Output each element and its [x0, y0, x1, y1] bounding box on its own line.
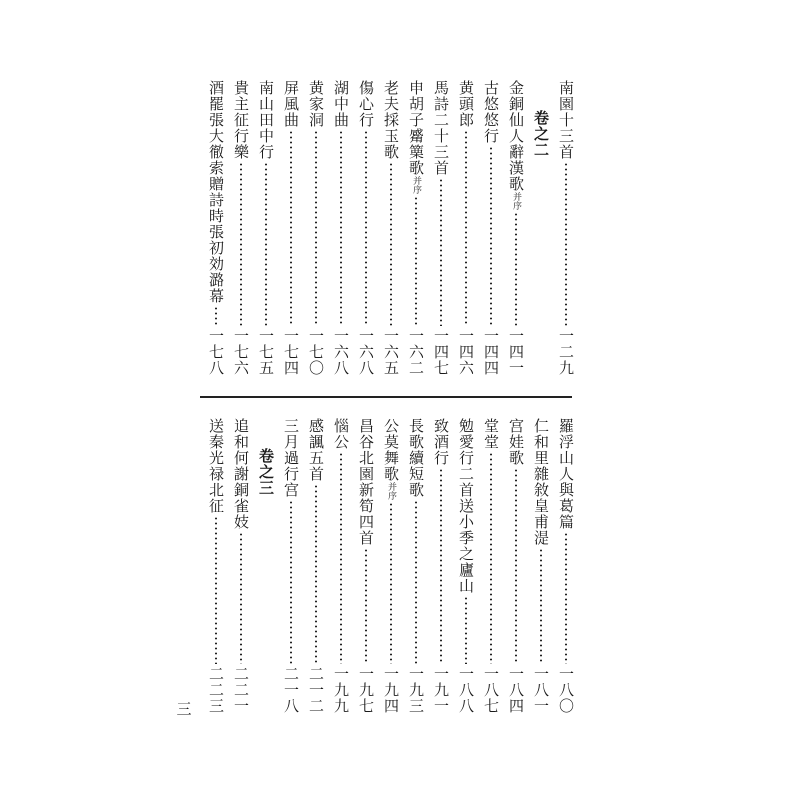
- entry-title: 送秦光禄北征: [207, 418, 225, 514]
- entry-page: 一六二: [407, 328, 425, 376]
- entry-title: 昌谷北園新筍四首: [357, 418, 375, 546]
- dot-leader: [256, 162, 276, 326]
- dot-leader: [481, 146, 501, 326]
- toc-entry: [306, 418, 326, 714]
- dot-leader: [431, 178, 451, 326]
- toc-entry: [431, 418, 451, 714]
- toc-entry: [206, 418, 226, 714]
- section-divider: [200, 396, 572, 398]
- toc-entry: [456, 418, 476, 714]
- folio-page-number: 三: [176, 700, 192, 718]
- dot-leader: [406, 196, 426, 326]
- entry-page: 二二三: [207, 666, 225, 714]
- toc-entry: [281, 418, 301, 714]
- dot-leader: [331, 130, 351, 326]
- toc-entry: [506, 80, 526, 376]
- entry-page: 一七〇: [307, 328, 325, 376]
- toc-entry: [406, 80, 426, 376]
- toc-entry: [556, 418, 576, 714]
- toc-entry: [206, 80, 226, 376]
- dot-leader: [356, 548, 376, 664]
- dot-leader: [306, 484, 326, 664]
- dot-leader: [556, 532, 576, 664]
- entry-title: 貴主征行樂: [232, 80, 250, 160]
- entry-title: 屏風曲: [282, 80, 300, 128]
- volume-heading: 卷之三: [257, 448, 275, 496]
- entry-title: 追和何謝銅雀妓: [232, 418, 250, 530]
- toc-entry: [456, 80, 476, 376]
- entry-page: 一七五: [257, 328, 275, 376]
- toc-entry: [506, 418, 526, 714]
- entry-title: 黄頭郎: [457, 80, 475, 128]
- entry-title: 古悠悠行: [482, 80, 500, 144]
- dot-leader: [231, 162, 251, 326]
- dot-leader: [506, 212, 526, 326]
- dot-leader: [281, 500, 301, 664]
- entry-page: 一七六: [232, 328, 250, 376]
- toc-entry: [281, 80, 301, 376]
- entry-page: 一八八: [457, 666, 475, 714]
- entry-title: 公莫舞歌: [382, 418, 400, 482]
- entry-page: 一七八: [207, 328, 225, 376]
- entry-page: 一六八: [357, 328, 375, 376]
- entry-title: 黄家洞: [307, 80, 325, 128]
- entry-title: 三月過行宫: [282, 418, 300, 498]
- dot-leader: [356, 130, 376, 326]
- entry-page: 一八一: [532, 666, 550, 714]
- entry-page: 一八〇: [557, 666, 575, 714]
- entry-page: 一九四: [382, 666, 400, 714]
- toc-entry: [481, 418, 501, 714]
- toc-entry: [381, 418, 401, 714]
- entry-title: 惱公: [332, 418, 350, 450]
- entry-page: 一四四: [482, 328, 500, 376]
- toc-entry: [306, 80, 326, 376]
- toc-entry: [356, 80, 376, 376]
- entry-title: 羅浮山人與葛篇: [557, 418, 575, 530]
- entry-page: 一六八: [332, 328, 350, 376]
- entry-title: 宫娃歌: [507, 418, 525, 466]
- dot-leader: [231, 532, 251, 664]
- dot-leader: [381, 502, 401, 664]
- entry-title: 湖中曲: [332, 80, 350, 128]
- entry-page: 一六五: [382, 328, 400, 376]
- entry-page: 一四一: [507, 328, 525, 376]
- toc-entry: [431, 80, 451, 376]
- entry-title: 馬詩二十三首: [432, 80, 450, 176]
- dot-leader: [531, 548, 551, 664]
- entry-page: 一八四: [507, 666, 525, 714]
- dot-leader: [281, 130, 301, 326]
- toc-entry: [531, 418, 551, 714]
- entry-note: 并序: [386, 482, 396, 500]
- entry-title: 長歌續短歌: [407, 418, 425, 498]
- toc-entry: [406, 418, 426, 714]
- dot-leader: [456, 130, 476, 326]
- dot-leader: [331, 452, 351, 664]
- entry-page: 二一八: [282, 666, 300, 714]
- entry-page: 一七四: [282, 328, 300, 376]
- entry-title: 南山田中行: [257, 80, 275, 160]
- dot-leader: [206, 516, 226, 664]
- entry-title: 仁和里雜敘皇甫湜: [532, 418, 550, 546]
- toc-entry: [381, 80, 401, 376]
- toc-entry: [356, 418, 376, 714]
- dot-leader: [506, 468, 526, 664]
- entry-note: 并序: [511, 192, 521, 210]
- volume-heading: 卷之二: [532, 110, 550, 158]
- entry-title: 感諷五首: [307, 418, 325, 482]
- entry-page: 二一二: [307, 666, 325, 714]
- entry-title: 申胡子觱篥歌: [407, 80, 425, 176]
- entry-page: 一八七: [482, 666, 500, 714]
- dot-leader: [556, 162, 576, 326]
- entry-page: 一二九: [557, 328, 575, 376]
- entry-page: 一九三: [407, 666, 425, 714]
- entry-title: 老夫採玉歌: [382, 80, 400, 160]
- dot-leader: [381, 162, 401, 326]
- entry-title: 致酒行: [432, 418, 450, 466]
- toc-entry: [256, 80, 276, 376]
- entry-title: 傷心行: [357, 80, 375, 128]
- entry-title: 堂堂: [482, 418, 500, 450]
- toc-entry: [556, 80, 576, 376]
- dot-leader: [406, 500, 426, 664]
- dot-leader: [306, 130, 326, 326]
- entry-page: 二二一: [232, 666, 250, 714]
- toc-entry: [331, 418, 351, 714]
- toc-entry: [231, 418, 251, 714]
- entry-page: 一九七: [357, 666, 375, 714]
- dot-leader: [456, 596, 476, 664]
- entry-page: 一九一: [432, 666, 450, 714]
- dot-leader: [206, 306, 226, 326]
- entry-title: 酒罷張大徹索贈詩時張初効潞幕: [207, 80, 225, 304]
- entry-page: 一四六: [457, 328, 475, 376]
- entry-page: 一九九: [332, 666, 350, 714]
- toc-entry: [481, 80, 501, 376]
- dot-leader: [481, 452, 501, 664]
- dot-leader: [431, 468, 451, 664]
- entry-note: 并序: [411, 176, 421, 194]
- entry-title: 勉愛行二首送小季之廬山: [457, 418, 475, 594]
- toc-entry: [231, 80, 251, 376]
- entry-title: 金銅仙人辭漢歌: [507, 80, 525, 192]
- toc-entry: [331, 80, 351, 376]
- entry-page: 一四七: [432, 328, 450, 376]
- entry-title: 南園十三首: [557, 80, 575, 160]
